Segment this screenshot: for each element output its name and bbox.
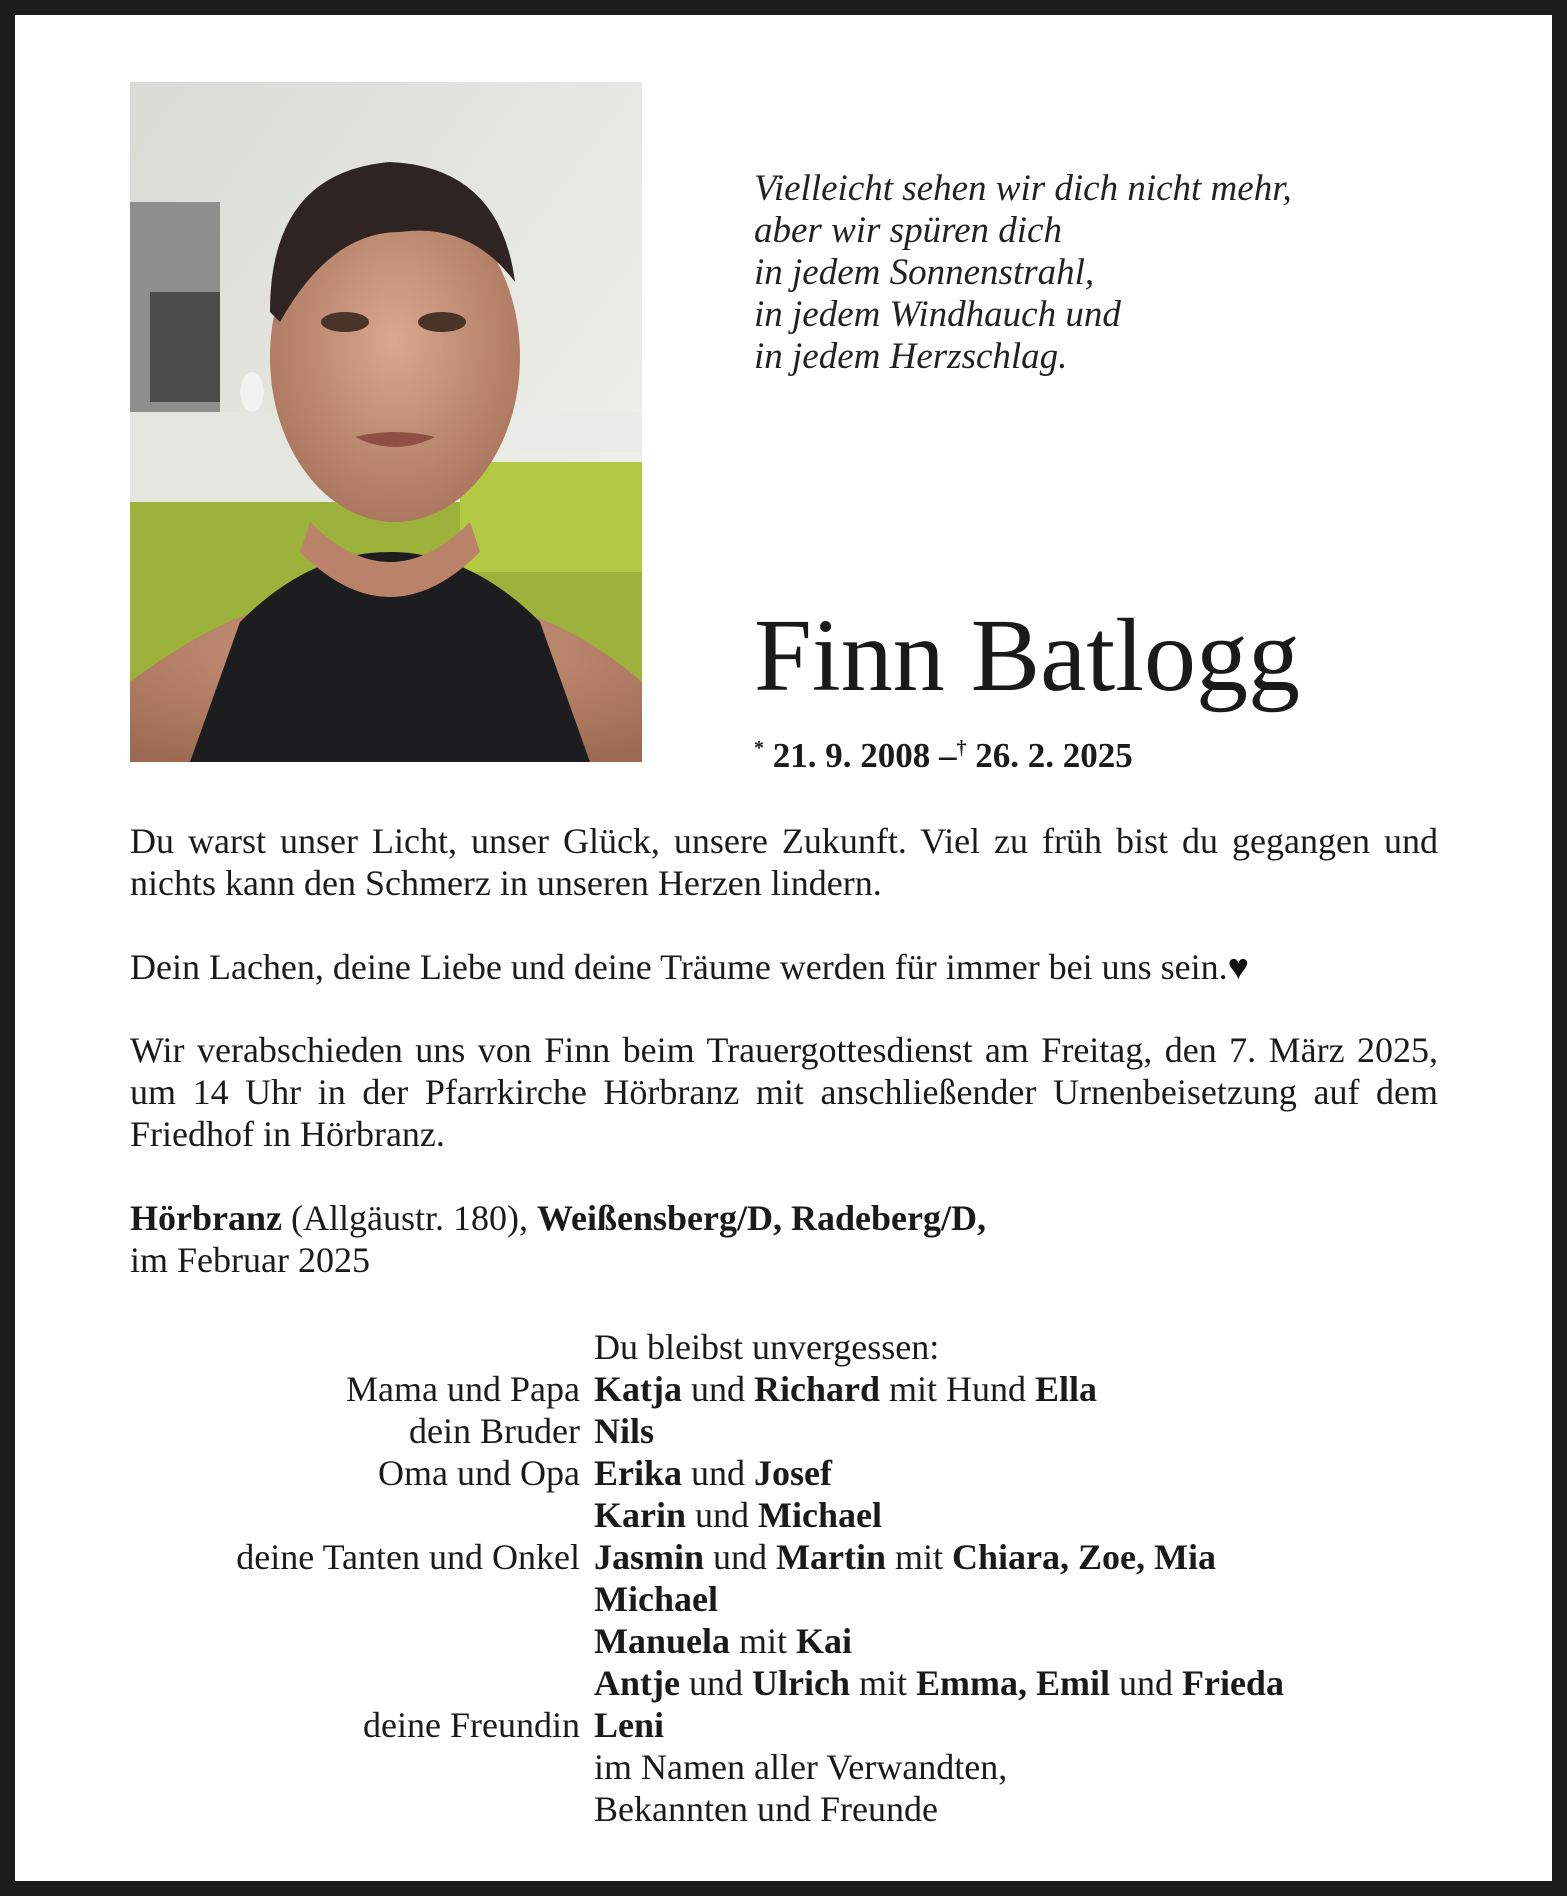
mourner-name: Kai: [796, 1621, 853, 1661]
birth-symbol: *: [754, 737, 764, 759]
connector-text: und: [713, 1537, 768, 1577]
connector-text: und: [1118, 1663, 1173, 1703]
place-towns: Weißensberg/D, Radeberg/D,: [536, 1198, 986, 1238]
memorial-quote: [754, 168, 1454, 378]
list-item: [130, 1452, 1450, 1494]
list-item: [130, 1494, 1450, 1536]
life-dates: [754, 726, 1133, 778]
date-separator: –: [939, 736, 957, 775]
mourner-name: Erika: [594, 1453, 683, 1493]
list-item: [130, 1368, 1450, 1410]
mourner-name: Michael: [594, 1579, 718, 1619]
quote-line: Vielleicht sehen wir dich nicht mehr,: [754, 168, 1292, 209]
relation-label: deine Freundin: [363, 1705, 580, 1745]
relation-label: Mama und Papa: [346, 1369, 580, 1409]
paragraph-memory: [130, 946, 1438, 988]
list-item: [130, 1578, 1450, 1620]
deceased-name: Finn Batlogg: [754, 598, 1301, 713]
mourner-name: Leni: [594, 1705, 665, 1745]
relation-label: Oma und Opa: [378, 1453, 580, 1493]
birth-date: 21. 9. 2008: [772, 736, 931, 775]
connector-text: mit: [895, 1537, 944, 1577]
list-item: [130, 1620, 1450, 1662]
connector-text: und: [690, 1369, 745, 1409]
list-item: [130, 1662, 1450, 1704]
mourner-name: Martin: [776, 1537, 886, 1577]
connector-text: und: [688, 1663, 743, 1703]
mourners-list: [130, 1326, 1450, 1830]
relation-label: dein Bruder: [409, 1411, 580, 1451]
mourner-name: Emma, Emil: [915, 1663, 1110, 1703]
closing-line: im Namen aller Verwandten,: [594, 1747, 1008, 1787]
paragraph-tribute: Du warst unser Licht, unser Glück, unsere Zukunft. Viel zu früh bist du gegangen und nichts kann den Schmerz in unseren Herzen lindern.: [130, 821, 1438, 903]
connector-text: und: [691, 1453, 746, 1493]
mourner-name: Jasmin: [594, 1537, 705, 1577]
paragraph-service: Wir verabschieden uns von Finn beim Trauergottesdienst am Freitag, den 7. März 2025, um 14 Uhr in der Pfarrkirche Hörbranz mit anschließender Urnenbeisetzung auf dem Friedhof in Hörbranz.: [130, 1030, 1438, 1154]
connector-text: und: [695, 1495, 750, 1535]
mourner-name: Antje: [594, 1663, 680, 1703]
quote-line: aber wir spüren dich: [754, 210, 1062, 251]
death-date: 26. 2. 2025: [975, 736, 1133, 775]
connector-text: mit: [858, 1663, 907, 1703]
mourner-name: Frieda: [1181, 1663, 1284, 1703]
quote-line: in jedem Windhauch und: [754, 294, 1121, 335]
list-item: [130, 1788, 1450, 1830]
mourner-name: Ella: [1035, 1369, 1098, 1409]
closing-line: Bekannten und Freunde: [594, 1789, 938, 1829]
mourner-name: Karin: [594, 1495, 687, 1535]
heart-icon: ♥: [1227, 947, 1250, 987]
place-address: (Allgäustr. 180),: [290, 1198, 528, 1238]
place-town: Hörbranz: [130, 1198, 282, 1238]
list-item: [130, 1326, 1450, 1368]
death-symbol: †: [956, 737, 967, 759]
place-date: im Februar 2025: [130, 1240, 370, 1280]
mourner-name: Josef: [754, 1453, 832, 1493]
mourner-name: Richard: [753, 1369, 880, 1409]
mourner-name: Nils: [594, 1411, 655, 1451]
paragraph-memory-text: Dein Lachen, deine Liebe und deine Träume werden für immer bei uns sein.: [130, 947, 1228, 987]
portrait-photo: [130, 82, 642, 762]
mourner-name: Michael: [758, 1495, 882, 1535]
mourner-name: Chiara, Zoe, Mia: [952, 1537, 1216, 1577]
list-item: [130, 1410, 1450, 1452]
mourner-name: Manuela: [594, 1621, 731, 1661]
mourners-heading: Du bleibst unvergessen:: [594, 1327, 940, 1367]
connector-text: mit: [739, 1621, 788, 1661]
list-item: [130, 1704, 1450, 1746]
connector-text: mit Hund: [888, 1369, 1026, 1409]
list-item: [130, 1536, 1450, 1578]
relation-label: deine Tanten und Onkel: [236, 1537, 580, 1577]
list-item: [130, 1746, 1450, 1788]
mourner-name: Katja: [594, 1369, 682, 1409]
mourner-name: Ulrich: [751, 1663, 850, 1703]
quote-line: in jedem Herzschlag.: [754, 336, 1068, 377]
quote-line: in jedem Sonnenstrahl,: [754, 252, 1095, 293]
place-and-date: [130, 1197, 1438, 1281]
